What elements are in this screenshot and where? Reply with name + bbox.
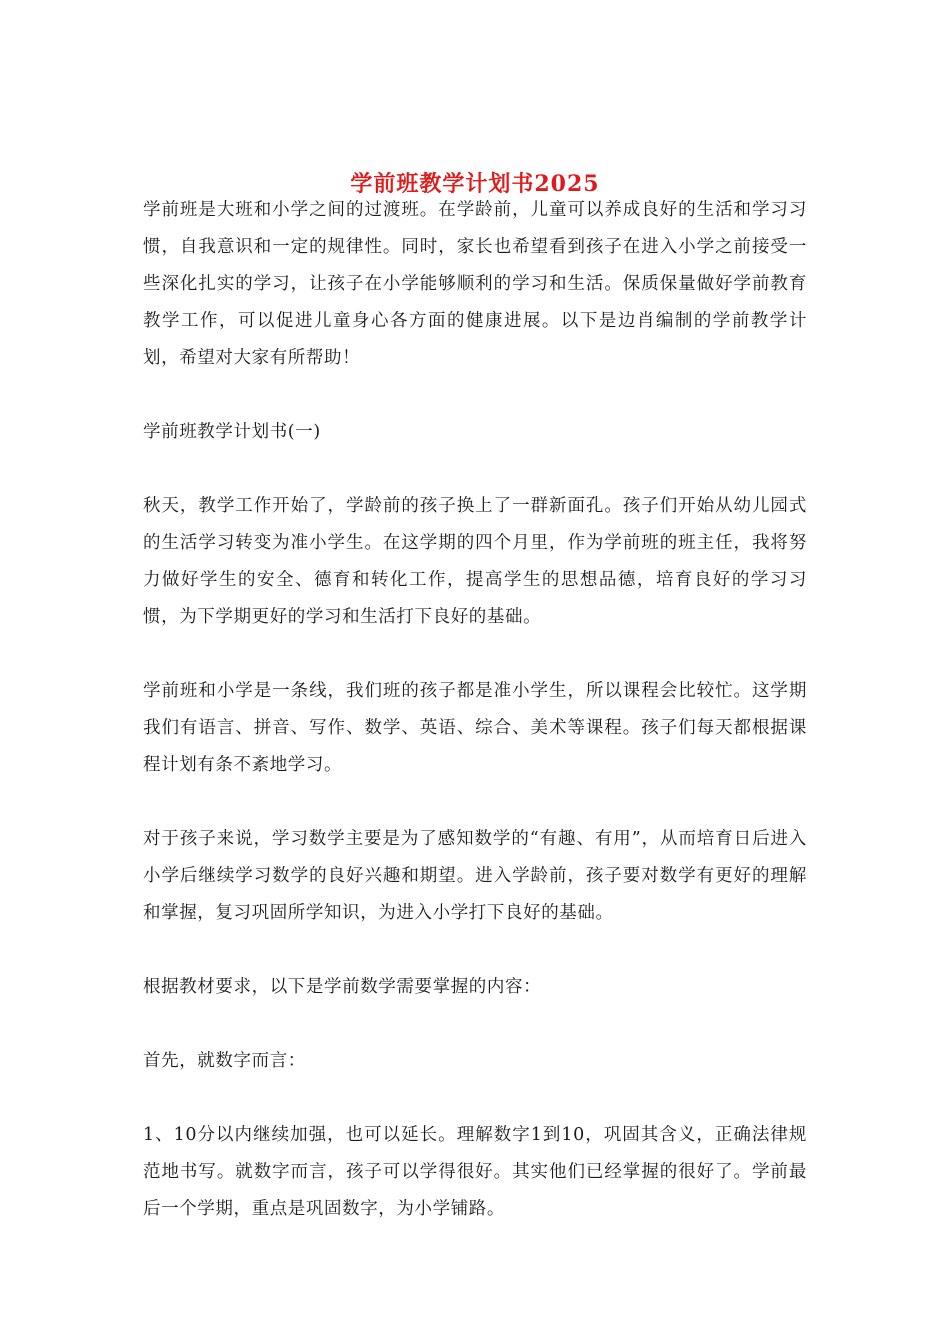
document-title: 学前班教学计划书2025 (350, 170, 600, 197)
paragraph-intro: 学前班是大班和小学之间的过渡班。在学龄前，儿童可以养成良好的生活和学习习惯，自我意识和一定的规律性。同时，家长也希望看到孩子在进入小学之前接受一些深化扎实的学习，让孩子在小学能够顺利的学习和生活。保质保量做好学前教育教学工作，可以促进儿童身心各方面的健康进展。以下是边肖编制的学前教学计划，希望对大家有所帮助！ (143, 200, 807, 368)
paragraph: 学前班和小学是一条线，我们班的孩子都是准小学生，所以课程会比较忙。这学期我们有语言、拼音、写作、数学、英语、综合、美术等课程。孩子们每天都根据课程计划有条不紊地学习。 (143, 681, 807, 775)
document-body (143, 192, 807, 1228)
paragraph: 1、10分以内继续加强，也可以延长。理解数字1到10，巩固其含义，正确法律规范地书写。就数字而言，孩子可以学得很好。其实他们已经掌握的很好了。学前最后一个学期，重点是巩固数字，为小学铺路。 (143, 1125, 807, 1219)
paragraph: 秋天，教学工作开始了，学龄前的孩子换上了一群新面孔。孩子们开始从幼儿园式的生活学习转变为准小学生。在这学期的四个月里，作为学前班的班主任，我将努力做好学生的安全、德育和转化工作，提高学生的思想品德，培育良好的学习习惯，为下学期更好的学习和生活打下良好的基础。 (143, 496, 807, 627)
section-heading: 学前班教学计划书(一) (143, 422, 321, 442)
paragraph: 根据教材要求，以下是学前数学需要掌握的内容： (143, 977, 542, 997)
paragraph: 首先，就数字而言： (143, 1051, 306, 1071)
paragraph: 对于孩子来说，学习数学主要是为了感知数学的“有趣、有用”，从而培育日后进入小学后继续学习数学的良好兴趣和期望。进入学龄前，孩子要对数学有更好的理解和掌握，复习巩固所学知识，为进入小学打下良好的基础。 (143, 829, 807, 923)
